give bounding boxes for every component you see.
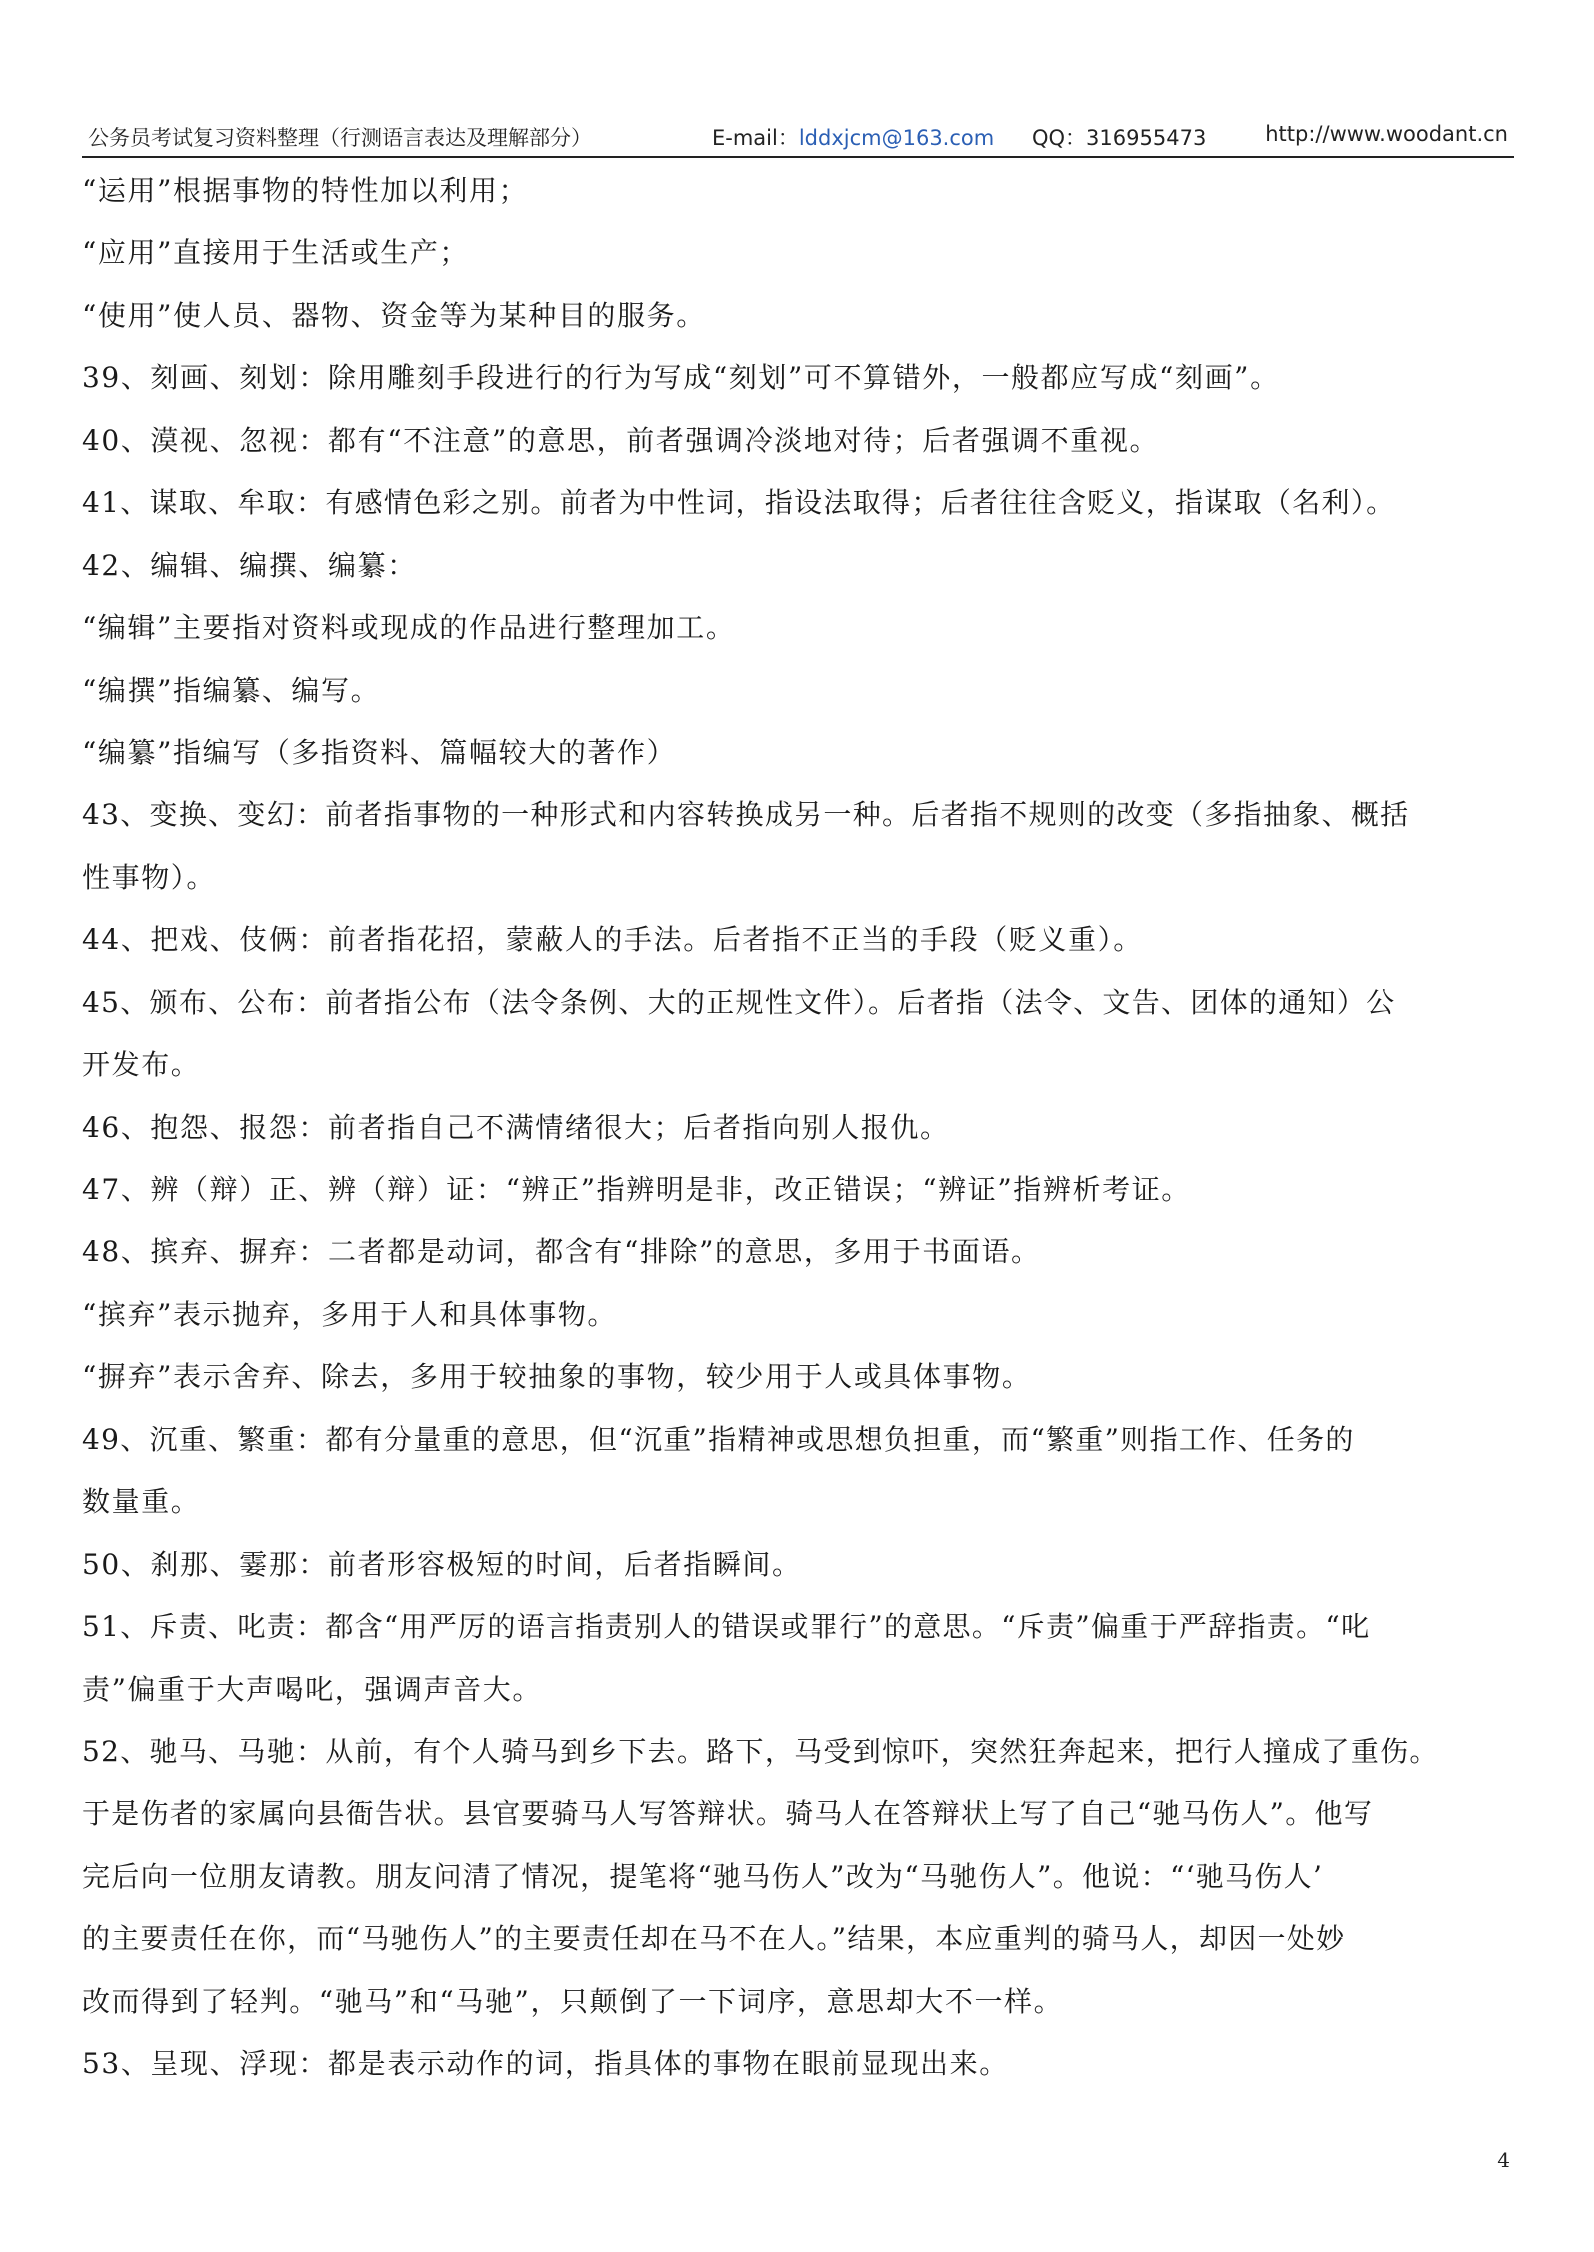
page-header xyxy=(82,116,1514,158)
text-line: 43、变换、变幻：前者指事物的一种形式和内容转换成另一种。后者指不规则的改变（多指抽象、概括 xyxy=(82,798,1410,832)
text-line: “编辑”主要指对资料或现成的作品进行整理加工。 xyxy=(82,611,736,645)
text-line: “应用”直接用于生活或生产； xyxy=(82,236,470,270)
header-qq: QQ：316955473 xyxy=(1032,126,1207,150)
header-title: 公务员考试复习资料整理（行测语言表达及理解部分） xyxy=(88,126,592,150)
text-line: 44、把戏、伎俩：前者指花招，蒙蔽人的手法。后者指不正当的手段（贬义重）。 xyxy=(82,923,1143,957)
text-line: 41、谋取、牟取：有感情色彩之别。前者为中性词，指设法取得；后者往往含贬义，指谋取（名利）。 xyxy=(82,486,1396,520)
text-line: 改而得到了轻判。“驰马”和“马驰”，只颠倒了一下词序，意思却大不一样。 xyxy=(82,1984,1064,2018)
text-line: 于是伤者的家属向县衙告状。县官要骑马人写答辩状。骑马人在答辩状上写了自己“驰马伤人”。他写 xyxy=(82,1797,1374,1831)
text-line: “编撰”指编纂、编写。 xyxy=(82,673,381,707)
header-email-address[interactable]: lddxjcm@163.com xyxy=(798,126,995,150)
text-line: 数量重。 xyxy=(82,1485,201,1519)
header-url[interactable]: http://www.woodant.cn xyxy=(1265,122,1508,146)
text-line: 47、辨（辩）正、辨（辩）证：“辨正”指辨明是非，改正错误；“辨证”指辨析考证。 xyxy=(82,1173,1191,1206)
header-email-label: E-mail： xyxy=(712,126,799,150)
text-line: 性事物）。 xyxy=(82,860,217,894)
text-line: 42、编辑、编撰、编纂： xyxy=(82,548,417,582)
text-line: 46、抱怨、报怨：前者指自己不满情绪很大；后者指向别人报仇。 xyxy=(82,1110,950,1144)
text-line: “摈弃”表示抛弃，多用于人和具体事物。 xyxy=(82,1297,618,1331)
text-line: 51、斥责、叱责：都含“用严厉的语言指责别人的错误或罪行”的意思。“斥责”偏重于严辞指责。“叱 xyxy=(82,1610,1371,1644)
text-line: 53、呈现、浮现：都是表示动作的词，指具体的事物在眼前显现出来。 xyxy=(82,2047,1009,2081)
text-line: 39、刻画、刻划：除用雕刻手段进行的行为写成“刻划”可不算错外，一般都应写成“刻画”。 xyxy=(82,361,1280,395)
page-number: 4 xyxy=(1497,2148,1510,2172)
text-line: 48、摈弃、摒弃：二者都是动词，都含有“排除”的意思，多用于书面语。 xyxy=(82,1235,1041,1269)
text-line: “使用”使人员、器物、资金等为某种目的服务。 xyxy=(82,298,706,332)
text-line: 49、沉重、繁重：都有分量重的意思，但“沉重”指精神或思想负担重，而“繁重”则指工作、任务的 xyxy=(82,1422,1355,1456)
text-line: “摒弃”表示舍弃、除去，多用于较抽象的事物，较少用于人或具体事物。 xyxy=(82,1360,1032,1394)
text-line: 52、驰马、马驰：从前，有个人骑马到乡下去。路下，马受到惊吓，突然狂奔起来，把行人撞成了重伤。 xyxy=(82,1734,1439,1768)
text-line: 开发布。 xyxy=(82,1048,201,1082)
text-line: 责”偏重于大声喝叱，强调声音大。 xyxy=(82,1672,542,1706)
text-line: 45、颁布、公布：前者指公布（法令条例、大的正规性文件）。后者指（法令、文告、团体的通知）公 xyxy=(82,985,1396,1019)
text-line: 40、漠视、忽视：都有“不注意”的意思，前者强调冷淡地对待；后者强调不重视。 xyxy=(82,423,1160,457)
text-line: 完后向一位朋友请教。朋友问清了情况，提笔将“驰马伤人”改为“马驰伤人”。他说：“‘驰马伤人’ xyxy=(82,1859,1324,1893)
text-line: 50、刹那、霎那：前者形容极短的时间，后者指瞬间。 xyxy=(82,1547,802,1581)
text-line: “编纂”指编写（多指资料、篇幅较大的著作） xyxy=(82,735,677,769)
text-line: 的主要责任在你，而“马驰伤人”的主要责任却在马不在人。”结果，本应重判的骑马人，却因一处妙 xyxy=(82,1922,1346,1956)
text-line: “运用”根据事物的特性加以利用； xyxy=(82,174,529,207)
header-email xyxy=(712,122,994,152)
document-body xyxy=(82,160,1520,2096)
